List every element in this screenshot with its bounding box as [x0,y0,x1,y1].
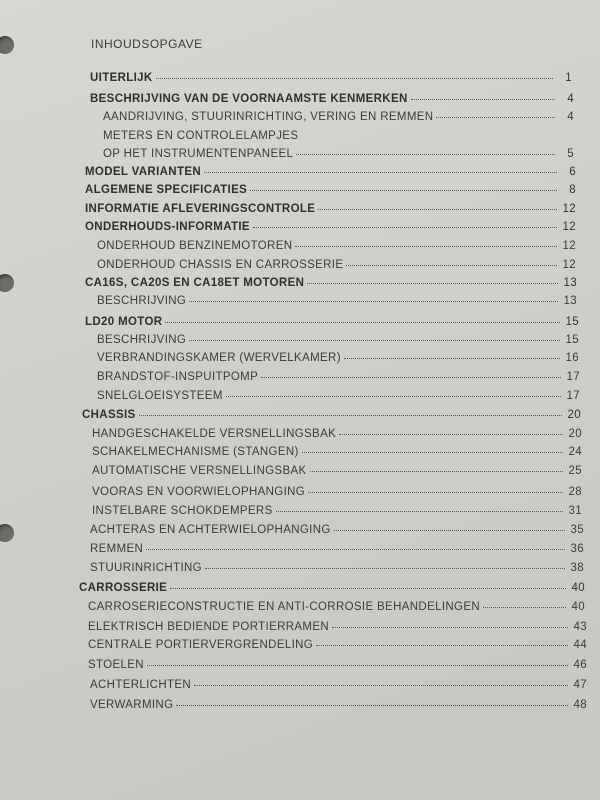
toc-entry [92,428,582,440]
dot-leader [332,626,568,628]
dot-leader [316,644,568,646]
toc-entry-label: REMMEN [90,543,144,555]
toc-entry-label: BESCHRIJVING VAN DE VOORNAAMSTE KENMERKEN [90,93,408,105]
toc-entry-page: 38 [570,562,584,574]
toc-entry [90,699,587,711]
dot-leader [261,376,561,378]
dot-leader [302,451,563,453]
dot-leader [165,321,560,323]
toc-entry-page: 48 [573,699,587,711]
dot-leader [146,548,565,550]
toc-entry-label: ONDERHOUDS-INFORMATIE [85,221,250,233]
toc-entry [85,221,576,233]
toc-entry-label: METERS EN CONTROLELAMPJES [103,130,299,142]
toc-entry-label: AANDRIJVING, STUURINRICHTING, VERING EN REMMEN [103,111,434,123]
toc-entry-page: 8 [569,184,576,196]
toc-entry-label: ELEKTRISCH BEDIENDE PORTIERRAMEN [88,621,330,633]
toc-entry-label: AUTOMATISCHE VERSNELLINGSBAK [92,465,307,477]
dot-leader [147,664,568,666]
toc-entry [88,621,587,633]
dot-leader [334,529,565,531]
toc-entry-label: ALGEMENE SPECIFICATIES [85,184,248,196]
dot-leader [226,395,561,397]
toc-entry-page: 46 [573,659,587,671]
toc-entry-page: 12 [562,203,576,215]
toc-entry-label: CARROSERIECONSTRUCTIE EN ANTI-CORROSIE BEHANDELINGEN [88,601,481,613]
toc-entry-label: STOELEN [88,659,144,671]
toc-entry [90,93,574,105]
toc-entry-page: 12 [562,221,576,233]
toc-entry-label: OP HET INSTRUMENTENPANEEL [103,148,294,160]
toc-entry [103,130,298,142]
toc-entry [88,659,587,671]
toc-entry-page: 17 [566,390,580,402]
dot-leader [346,264,557,266]
toc-entry-page: 5 [567,148,574,160]
toc-entry-page: 20 [568,428,582,440]
toc-entry [85,166,576,178]
toc-entry-page: 17 [566,371,580,383]
toc-entry-label: INSTELBARE SCHOKDEMPERS [92,505,273,517]
dot-leader [204,171,557,173]
dot-leader [308,491,563,493]
toc-entry-page: 13 [563,295,577,307]
toc-entry [92,465,582,477]
toc-entry [97,371,580,383]
toc-entry [85,203,576,215]
dot-leader [307,282,558,284]
toc-entry-page: 28 [568,486,582,498]
dot-leader [296,153,555,155]
toc-entry-page: 40 [571,601,585,613]
toc-entry-label: ACHTERLICHTEN [90,679,192,691]
toc-entry [85,277,577,289]
dot-leader [176,704,568,706]
dot-leader [253,226,557,228]
toc-entry-page: 43 [573,621,587,633]
toc-entry [97,352,579,364]
toc-entry-label: BESCHRIJVING [97,295,187,307]
toc-entry-page: 13 [563,277,577,289]
toc-entry-label: CA16S, CA20S EN CA18ET MOTOREN [85,277,305,289]
toc-entry-label: SCHAKELMECHANISME (STANGEN) [92,446,299,458]
toc-entry-page: 35 [570,524,584,536]
dot-leader [205,567,565,569]
toc-entry [92,486,582,498]
toc-entry [90,679,587,691]
toc-entry [90,543,584,555]
dot-leader [318,208,557,210]
toc-entry-page: 25 [568,465,582,477]
toc-entry-page: 1 [565,72,572,84]
toc-entry-page: 15 [565,316,579,328]
toc-entry-page: 44 [573,639,587,651]
dot-leader [189,300,558,302]
toc-entry [97,390,580,402]
toc-entry-label: INFORMATIE AFLEVERINGSCONTROLE [85,203,316,215]
toc-entry [97,259,576,271]
toc-entry [82,409,581,421]
toc-entry [97,240,576,252]
toc-entry [88,639,587,651]
dot-leader [156,77,553,79]
toc-entry-label: SNELGLOEISYSTEEM [97,390,223,402]
toc-entry [90,72,572,84]
toc-entry [90,524,584,536]
toc-entry-page: 20 [567,409,581,421]
toc-entry [85,316,579,328]
toc-entry-page: 40 [571,582,585,594]
toc-entry-label: STUURINRICHTING [90,562,202,574]
toc-entry-label: BESCHRIJVING [97,334,187,346]
dot-leader [194,684,568,686]
toc-entry [85,184,576,196]
toc-entry [92,446,582,458]
toc-entry-label: ONDERHOUD BENZINEMOTOREN [97,240,293,252]
toc-entry-label: ACHTERAS EN ACHTERWIELOPHANGING [90,524,331,536]
toc-entry-label: ONDERHOUD CHASSIS EN CARROSSERIE [97,259,344,271]
dot-leader [139,414,562,416]
toc-entry-label: CENTRALE PORTIERVERGRENDELING [88,639,314,651]
toc-entry-page: 4 [567,93,574,105]
toc-entry [97,334,579,346]
dot-leader [436,116,555,118]
dot-leader [189,339,560,341]
toc-entry-label: CARROSSERIE [79,582,168,594]
toc-entry [88,601,585,613]
toc-entry-label: UITERLIJK [90,72,153,84]
toc-entry-label: HANDGESCHAKELDE VERSNELLINGSBAK [92,428,337,440]
dot-leader [411,98,555,100]
page-title: INHOUDSOPGAVE [91,37,203,51]
toc-entry-page: 24 [568,446,582,458]
dot-leader [339,433,563,435]
toc-entry-page: 16 [565,352,579,364]
toc-entry [90,562,584,574]
dot-leader [295,245,557,247]
toc-entry-page: 36 [570,543,584,555]
toc-entry-page: 12 [562,259,576,271]
toc-entry [92,505,582,517]
dot-leader [170,587,566,589]
toc-entry [79,582,585,594]
toc-entry-label: CHASSIS [82,409,136,421]
toc-entry [103,148,574,160]
toc-entry-page: 47 [573,679,587,691]
toc-entry-page: 31 [568,505,582,517]
dot-leader [276,510,563,512]
toc-entry-page: 15 [565,334,579,346]
dot-leader [344,357,560,359]
toc-entry-label: MODEL VARIANTEN [85,166,201,178]
toc-entry-page: 12 [562,240,576,252]
toc-entry [103,111,574,123]
toc-entry-page: 6 [569,166,576,178]
toc-entry-label: LD20 MOTOR [85,316,163,328]
toc-entry-label: BRANDSTOF-INSPUITPOMP [97,371,259,383]
dot-leader [310,470,563,472]
toc-entry [97,295,577,307]
toc-entry-label: VERWARMING [90,699,174,711]
toc-entry-label: VOORAS EN VOORWIELOPHANGING [92,486,306,498]
dot-leader [250,189,557,191]
dot-leader [483,606,566,608]
toc-entry-label: VERBRANDINGSKAMER (WERVELKAMER) [97,352,341,364]
toc-entry-page: 4 [567,111,574,123]
